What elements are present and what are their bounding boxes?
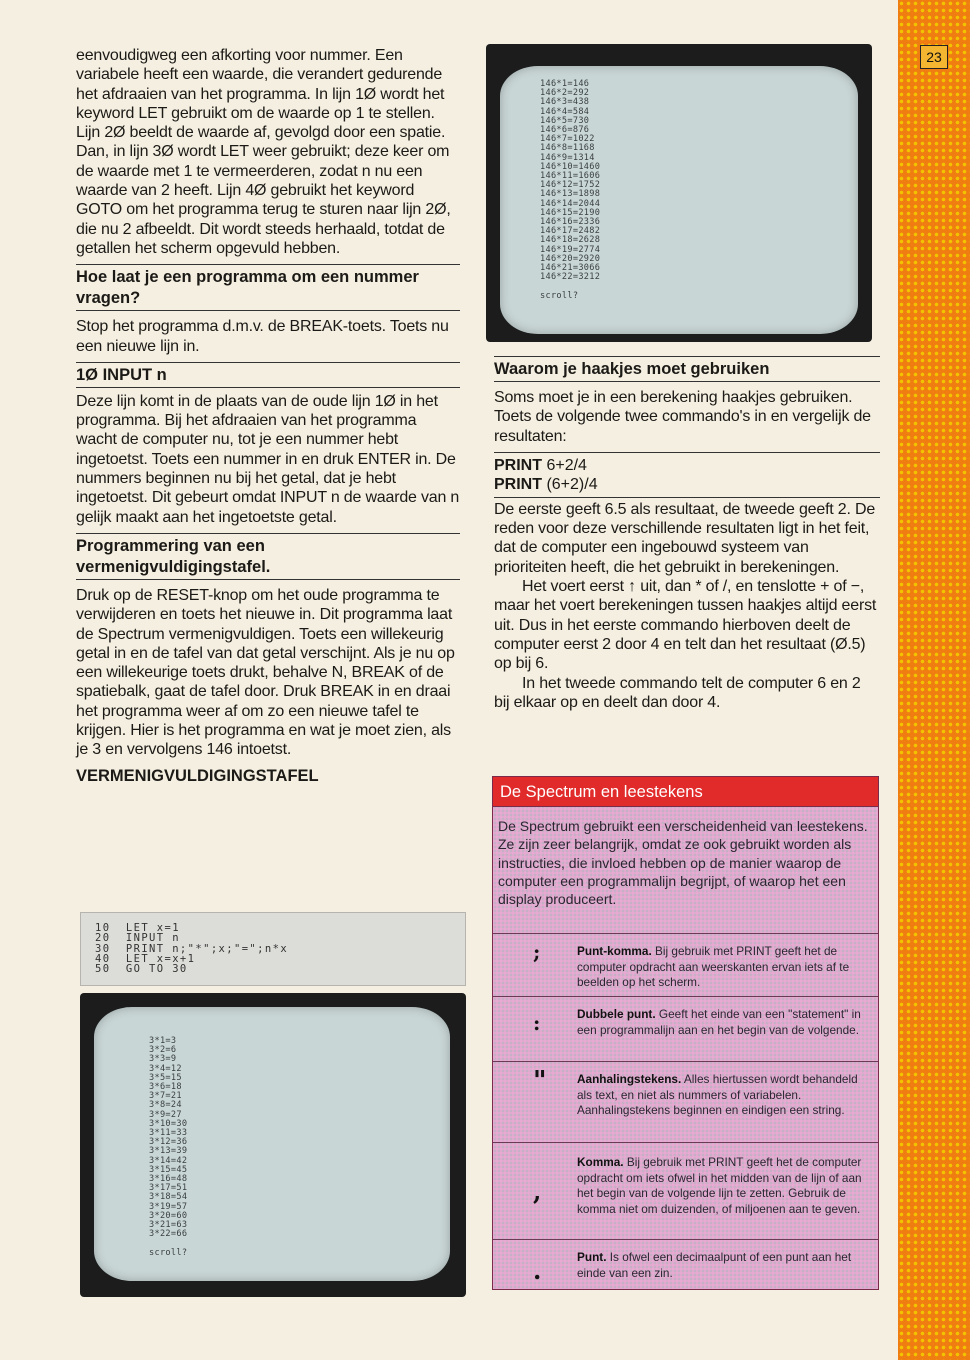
right-column [494, 356, 880, 712]
screen-display [94, 1007, 450, 1281]
brackets-paragraph: Soms moet je in een berekening haakjes gebruiken. Toets de volgende twee commando's in en vergelijk de resultaten: [494, 389, 871, 445]
decorative-side-strip [898, 0, 970, 1360]
list-item-quotes [493, 1061, 878, 1142]
box-intro: De Spectrum gebruikt een verscheidenheid van leestekens. Ze zijn zeer belangrijk, omdat ze ook gebruikt worden als instructies, die invloed hebben op de manier waarop de computer een programmalijn begrijpt, of waarop het een display produceert. [498, 818, 868, 908]
heading-10-input: 1Ø INPUT n [76, 362, 460, 388]
list-item-colon [493, 996, 878, 1061]
tv-screen-146-table [486, 44, 872, 342]
semicolon-description: Punt-komma. Bij gebruik met PRINT geeft het de computer opdracht aan weerskanten ervan iets af te beelden op het scherm. [577, 944, 850, 989]
list-item-semicolon [493, 933, 878, 996]
page-number: 23 [920, 45, 948, 69]
colon-description: Dubbele punt. Geeft het einde van een "statement" in een programmalijn aan en het begin van de volgende. [577, 1007, 861, 1037]
result-block [494, 497, 880, 712]
period-glyph: . [533, 1256, 542, 1285]
left-column [76, 46, 460, 787]
heading-multiplication-program: Programmering van een vermenigvuldigingstafel. [76, 533, 460, 580]
screen-display [500, 66, 858, 334]
punctuation-info-box [492, 776, 879, 1290]
comma-glyph: , [533, 1177, 542, 1206]
heading-ask-number: Hoe laat je een programma om een nummer vragen? [76, 264, 460, 311]
stop-paragraph: Stop het programma d.m.v. de BREAK-toets. Toets nu een nieuwe lijn in. [76, 318, 449, 355]
input-paragraph: Deze lijn komt in de plaats van de oude lijn 1Ø in het programma. Bij het afdraaien van het programma wacht de computer nu, tot je een nummer hebt ingetoetst. Toets een nummer in en druk ENTER in. De nummers beginnen nu bij het getal, dat je hebt ingetoetst. Dit gebeurt omdat INPUT n de waarde van n gelijk maakt aan het ingetoetste getal. [76, 392, 460, 526]
list-item-comma [493, 1142, 878, 1239]
print-example-1: PRINT 6+2/4 [494, 456, 587, 474]
program-listing [80, 912, 466, 986]
screen-output-146: 146*1=146 146*2=292 146*3=438 146*4=584 146*5=730 146*6=876 146*7=1022 146*8=1168 146*9=1314 146*10=1460 146*11=1606 146*12=1752 146*13=1898 146*14=2044 146*15=2190 146*16=2336 146*17=2482 146*18=2628 146*19=2774 146*20=2920 146*21=3066 146*22=3212 scroll? [540, 79, 601, 301]
quotes-description: Aanhalingstekens. Alles hiertussen wordt behandeld als text, en niet als nummers of variabelen. Aanhalingstekens beginnen en eindigen een string. [577, 1072, 858, 1117]
program-listing-code: 10 LET x=1 20 INPUT n 30 PRINT n;"*";x;"=";n*x 40 LET x=x+1 50 GO TO 30 [95, 922, 289, 976]
heading-brackets: Waarom je haakjes moet gebruiken [494, 356, 880, 382]
list-item-period [493, 1239, 878, 1289]
result-paragraph: De eerste geeft 6.5 als resultaat, de tweede geeft 2. De reden voor deze verschillende resultaten ligt in het feit, dat de computer een ingebouwd systeem van prioriteiten heeft, die het gebruikt in berekeningen. [494, 500, 876, 576]
print-example-2: PRINT (6+2)/4 [494, 475, 598, 493]
print-examples [494, 452, 880, 494]
period-description: Punt. Is ofwel een decimaalpunt of een punt aan het einde van een zin. [577, 1250, 852, 1280]
heading-multiplication-table: VERMENIGVULDIGINGSTAFEL [76, 766, 319, 785]
quotes-glyph: " [533, 1066, 547, 1096]
semicolon-glyph: ; [533, 940, 541, 964]
program-paragraph: Druk op de RESET-knop om het oude programma te verwijderen en toets het nieuwe in. Dit programma laat de Spectrum vermenigvuldigen. Toets een willekeurig getal in en de tafel van dat getal verschijnt. Als je nu op een willekeurige toets drukt, behalve N, BREAK of de spatiebalk, gaat de tafel door. Druk BREAK in en draai het programma weer af om zo een nieuwe tafel te krijgen. Hier is het programma en wat je moet zien, als je 3 en vervolgens 146 intoetst. [76, 586, 455, 759]
order-paragraph: Het voert eerst ↑ uit, dan * of /, en tenslotte + of −, maar het voert berekeningen tussen haakjes altijd eerst uit. Dus in het eerste commando hierboven deelt de computer eerst 2 door 4 en telt dan het resultaat (Ø.5) op bij 6. [494, 578, 877, 673]
comma-description: Komma. Bij gebruik met PRINT geeft het de computer opdracht om iets ofwel in het midden van de lijn of aan het begin van de volgende lijn te zetten. Gebruik de komma niet om duizenden, of miljoenen aan te geven. [577, 1155, 862, 1216]
intro-paragraph: eenvoudigweg een afkorting voor nummer. Een variabele heeft een waarde, die verandert gedurende het afdraaien van het programma. In lijn 1Ø wordt het keyword LET gebruikt om de waarde op 1 te stellen. Lijn 2Ø beeldt de waarde af, gevolgd door een spatie. Dan, in lijn 3Ø wordt LET weer gebruikt; deze keer om de waarde met 1 te vermeerderen, zodat n nu een waarde van 2 heeft. Lijn 4Ø gebruikt het keyword GOTO om het programma terug te sturen naar lijn 2Ø, die nu 2 afbeeldt. Dit wordt steeds herhaald, totdat de getallen het scherm opgevuld hebben. [76, 47, 451, 257]
second-command-paragraph: In het tweede commando telt de computer 6 en 2 bij elkaar op en deelt dan door 4. [494, 674, 861, 711]
screen-output-3: 3*1=3 3*2=6 3*3=9 3*4=12 3*5=15 3*6=18 3*7=21 3*8=24 3*9=27 3*10=30 3*11=33 3*12=36 3*13=39 3*14=42 3*15=45 3*16=48 3*17=51 3*18=54 3*19=57 3*20=60 3*21=63 3*22=66 scroll? [149, 1036, 188, 1258]
colon-glyph: : [533, 1011, 541, 1035]
box-title: De Spectrum en leestekens [493, 777, 878, 807]
tv-screen-3-table [80, 993, 466, 1297]
